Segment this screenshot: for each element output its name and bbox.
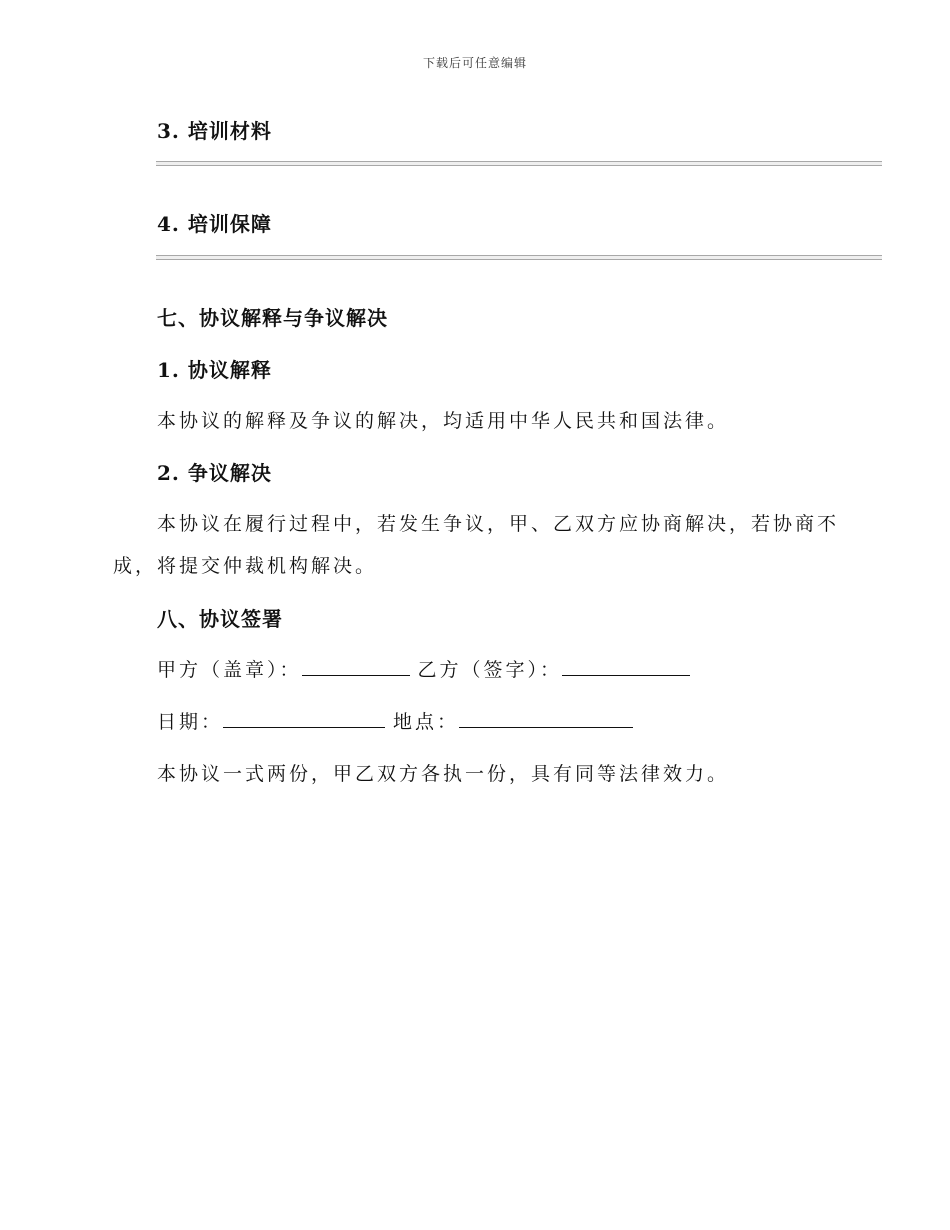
party-signature-line	[157, 655, 698, 682]
date-label: 日期：	[157, 711, 224, 733]
place-blank[interactable]	[459, 707, 633, 728]
place-label: 地点：	[393, 711, 460, 733]
party-a-label: 甲方（盖章）：	[157, 659, 302, 681]
closing-paragraph: 本协议一式两份，甲乙双方各执一份，具有同等法律效力。	[157, 763, 730, 785]
blank-fill-rule	[156, 161, 882, 166]
section-7-heading: 七、协议解释与争议解决	[157, 306, 388, 330]
blank-fill-rule	[156, 255, 882, 260]
party-a-blank[interactable]	[302, 655, 410, 676]
interpretation-heading: 1. 协议解释	[157, 358, 272, 382]
training-support-heading: 4. 培训保障	[157, 212, 272, 236]
dispute-heading: 2. 争议解决	[157, 461, 272, 485]
dispute-paragraph-line-2: 成，将提交仲裁机构解决。	[113, 555, 378, 577]
party-b-blank[interactable]	[562, 655, 690, 676]
section-8-heading: 八、协议签署	[157, 607, 283, 631]
interpretation-paragraph: 本协议的解释及争议的解决，均适用中华人民共和国法律。	[157, 410, 730, 432]
training-materials-heading: 3. 培训材料	[157, 119, 272, 143]
party-b-label: 乙方（签字）：	[417, 659, 563, 681]
date-place-line	[157, 707, 641, 734]
dispute-paragraph-line-1: 本协议在履行过程中，若发生争议，甲、乙双方应协商解决，若协商不	[157, 513, 840, 535]
date-blank[interactable]	[223, 707, 385, 728]
page-header-note: 下载后可任意编辑	[422, 56, 527, 70]
